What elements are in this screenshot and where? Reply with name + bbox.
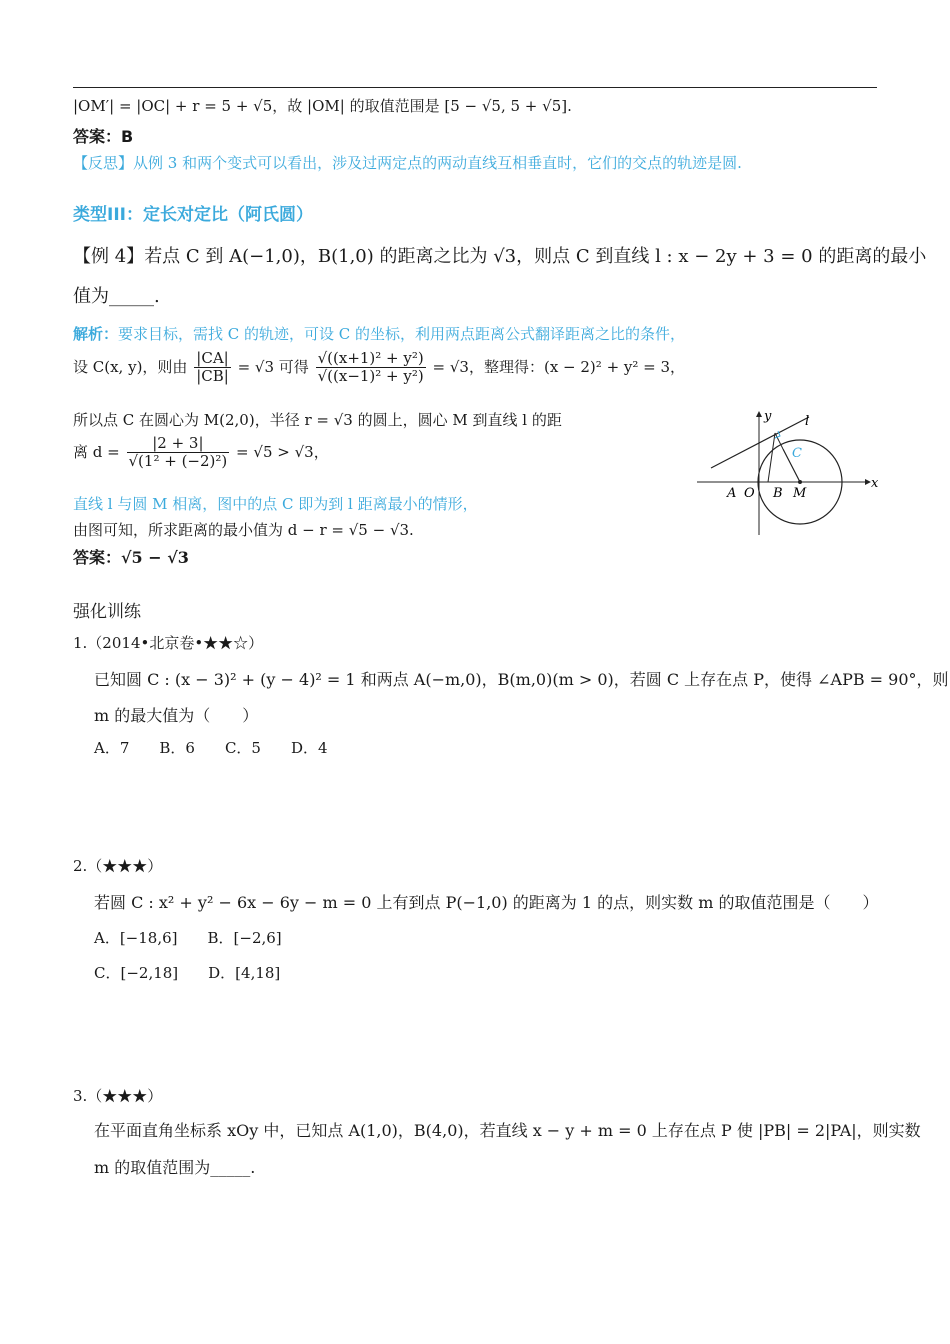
q1-body-2: m 的最大值为（ ） bbox=[94, 706, 259, 725]
answer-1: 答案：B bbox=[73, 127, 134, 146]
distance-ratio-denominator: √((x−1)² + y²) bbox=[317, 367, 424, 386]
solution-intro-line bbox=[73, 323, 685, 344]
distance-line bbox=[73, 435, 329, 471]
ratio-fraction bbox=[194, 350, 231, 386]
q2-options-2: C．[−2,18] D．[4,18] bbox=[94, 964, 281, 982]
q2-options-1: A．[−18,6] B．[−2,6] bbox=[94, 929, 282, 947]
solution-label: 解析： bbox=[73, 325, 119, 343]
center-point-m bbox=[798, 480, 802, 484]
distance-ratio-numerator: √((x+1)² + y²) bbox=[317, 349, 424, 367]
q3-head: 3.（★★★） bbox=[73, 1087, 163, 1105]
answer-4: 答案：√5 − √3 bbox=[73, 548, 189, 567]
perpendicular bbox=[775, 433, 783, 449]
reflection-text: 从例 3 和两个变式可以看出，涉及过两定点的两动直线互相垂直时，它们的交点的轨迹是圆. bbox=[133, 154, 742, 172]
reflection-tag: 【反思】 bbox=[73, 154, 134, 172]
label-l: l bbox=[805, 414, 810, 429]
distance-denominator: √(1² + (−2)²) bbox=[128, 452, 228, 471]
ratio-denominator: |CB| bbox=[196, 367, 229, 386]
example-4-tag: 【例 4】 bbox=[73, 246, 145, 267]
example-4-text: 若点 C 到 A(−1,0)，B(1,0) 的距离之比为 √3，则点 C 到直线 l : x − 2y + 3 = 0 的距离的最小 bbox=[144, 246, 927, 267]
label-a: A bbox=[727, 486, 737, 501]
q2-head: 2.（★★★） bbox=[73, 857, 163, 875]
reflection bbox=[73, 152, 742, 173]
ratio-numerator: |CA| bbox=[194, 350, 231, 368]
solution-equation-line bbox=[73, 350, 685, 386]
y-axis-arrow bbox=[756, 411, 762, 417]
circle-center-line: 所以点 C 在圆心为 M(2,0)，半径 r = √3 的圆上，圆心 M 到直线 l 的距 bbox=[73, 411, 562, 429]
distance-prefix: 离 d = bbox=[73, 442, 120, 461]
label-o: O bbox=[744, 486, 755, 501]
label-c: C bbox=[792, 446, 802, 461]
q3-body-2: m 的取值范围为_____. bbox=[94, 1158, 256, 1177]
separation-note: 直线 l 与圆 M 相离，图中的点 C 即为到 l 距离最小的情形， bbox=[73, 495, 478, 513]
top-rule bbox=[73, 87, 877, 88]
distance-suffix: = √5 > √3， bbox=[236, 442, 329, 461]
solution-intro: 要求目标，需找 C 的轨迹，可设 C 的坐标，利用两点距离公式翻译距离之比的条件， bbox=[118, 325, 686, 343]
q2-body: 若圆 C : x² + y² − 6x − 6y − m = 0 上有到点 P(−1,0) 的距离为 1 的点，则实数 m 的取值范围是（ ） bbox=[94, 893, 879, 912]
circle-equation: = √3，整理得：(x − 2)² + y² = 3， bbox=[432, 357, 686, 376]
q1-body: 已知圆 C : (x − 3)² + (y − 4)² = 1 和两点 A(−m,0)，B(m,0)(m > 0)，若圆 C 上存在点 P，使得 ∠APB = 90°，则 bbox=[94, 670, 949, 689]
example-4-line-1 bbox=[73, 242, 926, 268]
label-x: x bbox=[871, 476, 878, 491]
set-prefix: 设 C(x, y)，则由 bbox=[73, 357, 188, 376]
distance-numerator: |2 + 3| bbox=[127, 435, 230, 453]
ratio-equals: = √3 可得 bbox=[237, 357, 309, 376]
distance-fraction bbox=[127, 435, 230, 471]
label-m: M bbox=[793, 486, 807, 501]
section-title: 类型III：定长对定比（阿氏圆） bbox=[73, 205, 313, 225]
example-4-line-2: 值为_____. bbox=[73, 286, 160, 307]
conclusion: 由图可知，所求距离的最小值为 d − r = √5 − √3. bbox=[73, 521, 414, 539]
q1-options: A．7 B．6 C．5 D．4 bbox=[94, 739, 328, 757]
label-b: B bbox=[773, 486, 783, 501]
segment-b bbox=[768, 433, 775, 482]
label-y: y bbox=[764, 409, 772, 424]
q3-body: 在平面直角坐标系 xOy 中，已知点 A(1,0)，B(4,0)，若直线 x − y + m = 0 上存在点 P 使 |PB| = 2|PA|，则实数 bbox=[94, 1121, 921, 1140]
training-title: 强化训练 bbox=[73, 602, 141, 622]
circle-line-figure bbox=[693, 405, 878, 540]
distance-ratio-fraction bbox=[316, 350, 426, 386]
q1-head: 1.（2014•北京卷•★★☆） bbox=[73, 634, 264, 652]
om-range-line: |OM′| = |OC| + r = 5 + √5，故 |OM| 的取值范围是 [5 − √5, 5 + √5]. bbox=[73, 97, 572, 115]
